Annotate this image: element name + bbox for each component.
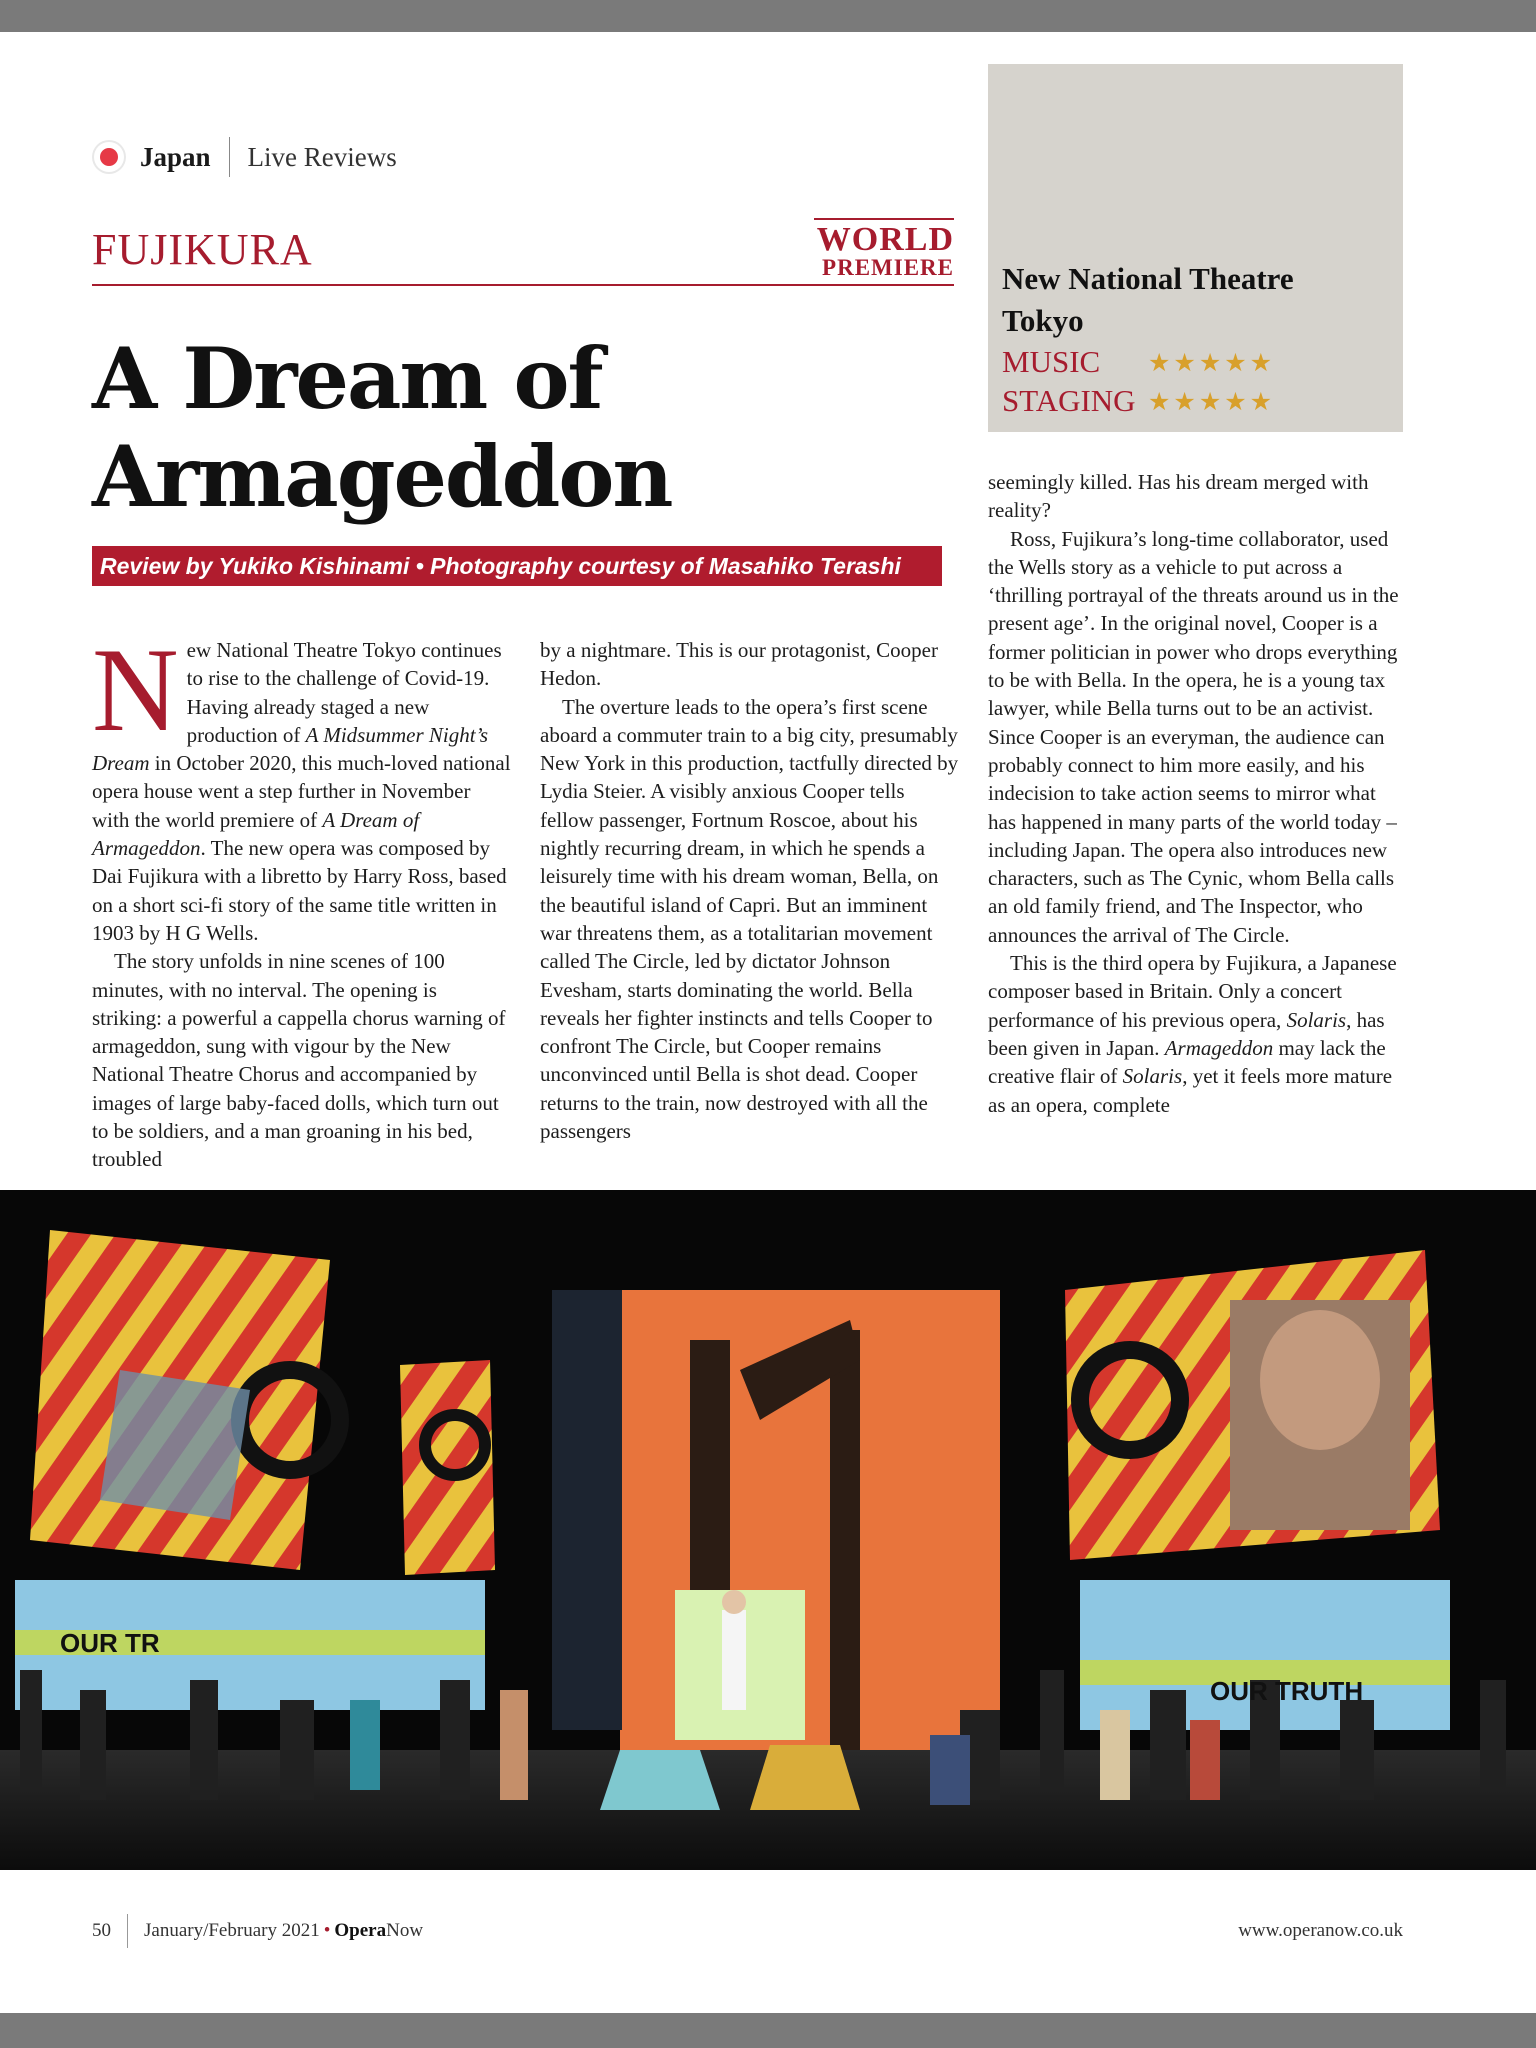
screen-text-right: OUR TRUTH	[1210, 1676, 1364, 1706]
paragraph: The story unfolds in nine scenes of 100 minutes, with no interval. The opening is striking: a powerful a cappella chorus warning of armageddon, sung with vigour by the New National Theatre Chorus and accompanied by images of large baby-faced dolls, which turn out to be soldiers, and a man groaning in his bed, troubled	[92, 949, 506, 1172]
section-category: Live Reviews	[247, 141, 397, 172]
paragraph: Ross, Fujikura’s long-time collaborator, used the Wells story as a vehicle to put across a ‘thrilling portrayal of the threats around us in the present age’. In the original novel, Cooper is a former politician in power who drops everything to be with Bella. In the opera, he is a young tax lawyer, while Bella turns out to be an activist. Since Cooper is an everyman, the audience can probably connect to him more easily, and his indecision to take action seems to mirror what has happened in many parts of the world today – including Japan. The opera also introduces new characters, such as The Cynic, whom Bella calls an old family friend, and The Inspector, who announces the arrival of The Circle.	[988, 526, 1399, 947]
magazine-brand: OperaNow	[334, 1920, 424, 1941]
rating-staging	[1002, 383, 1275, 419]
magazine-page	[0, 32, 1536, 2013]
japan-flag-icon	[92, 140, 126, 174]
body-column-1	[92, 623, 512, 1174]
rating-label: STAGING	[1002, 383, 1136, 418]
rating-music	[1002, 344, 1275, 380]
footer-separator: •	[323, 1920, 331, 1941]
badge-line-1: WORLD	[816, 221, 954, 258]
issue-date: January/February 2021	[144, 1920, 320, 1941]
drop-cap: N	[92, 623, 179, 756]
venue-name: New National Theatre Tokyo	[1002, 261, 1294, 338]
footer-left	[92, 1914, 423, 1948]
paragraph: ew National Theatre Tokyo continues to rise to the challenge of Covid-19. Having already staged a new production of A Midsummer Night’s Dream in October 2020, this much-loved national opera house went a step further in November with the world premiere of A Dream of Armageddon. The new opera was composed by Dai Fujikura with a libretto by Harry Ross, based on a short sci-fi story of the same title written in 1903 by H G Wells.	[92, 638, 511, 945]
footer-divider	[127, 1914, 128, 1948]
byline-banner: Review by Yukiko Kishinami • Photography courtesy of Masahiko Terashi	[92, 546, 942, 586]
world-premiere-badge	[814, 218, 954, 280]
bottom-gray-bar	[0, 2013, 1536, 2048]
body-column-3	[988, 468, 1408, 1119]
section-country: Japan	[140, 141, 211, 172]
top-gray-bar	[0, 0, 1536, 32]
stage-scene-image	[0, 1190, 1536, 1870]
title-rule	[92, 284, 954, 286]
body-column-2	[540, 636, 960, 1145]
badge-line-2: PREMIERE	[822, 255, 954, 280]
star-rating-icon: ★★★★★	[1148, 347, 1276, 377]
section-divider	[229, 137, 230, 177]
page-number: 50	[92, 1920, 111, 1941]
title-line-2: Armageddon	[92, 427, 672, 526]
footer-url[interactable]: www.operanow.co.uk	[1238, 1920, 1403, 1941]
article-title	[92, 330, 792, 526]
paragraph: The overture leads to the opera’s first scene aboard a commuter train to a big city, presumably New York in this production, tactfully directed by Lydia Steier. A visibly anxious Cooper tells fellow passenger, Fortnum Roscoe, about his nightly recurring dream, in which he spends a leisurely time with his dream woman, Bella, on the beautiful island of Capri. But an imminent war threatens them, as a totalitarian movement called The Circle, led by dictator Johnson Evesham, starts dominating the world. Bella reveals her fighter instincts and tells Cooper to confront The Circle, but Cooper remains unconvinced until Bella is shot dead. Cooper returns to the train, now destroyed with all the passengers	[540, 694, 959, 1144]
title-line-1: A Dream of	[92, 329, 602, 428]
paragraph: This is the third opera by Fujikura, a Japanese composer based in Britain. Only a concert performance of his previous opera, Solaris, has been given in Japan. Armageddon may lack the creative flair of Solaris, yet it feels more mature as an opera, complete	[988, 951, 1397, 1117]
venue-rating-box	[988, 64, 1403, 432]
section-tag	[92, 132, 397, 182]
composer-name: FUJIKURA	[92, 225, 313, 274]
star-rating-icon: ★★★★★	[1148, 386, 1276, 416]
stage-photograph	[0, 1190, 1536, 1870]
rating-label: MUSIC	[1002, 344, 1101, 379]
screen-text-left: OUR TR	[60, 1628, 160, 1658]
paragraph: by a nightmare. This is our protagonist, Cooper Hedon.	[540, 638, 938, 691]
paragraph: seemingly killed. Has his dream merged with reality?	[988, 470, 1369, 523]
